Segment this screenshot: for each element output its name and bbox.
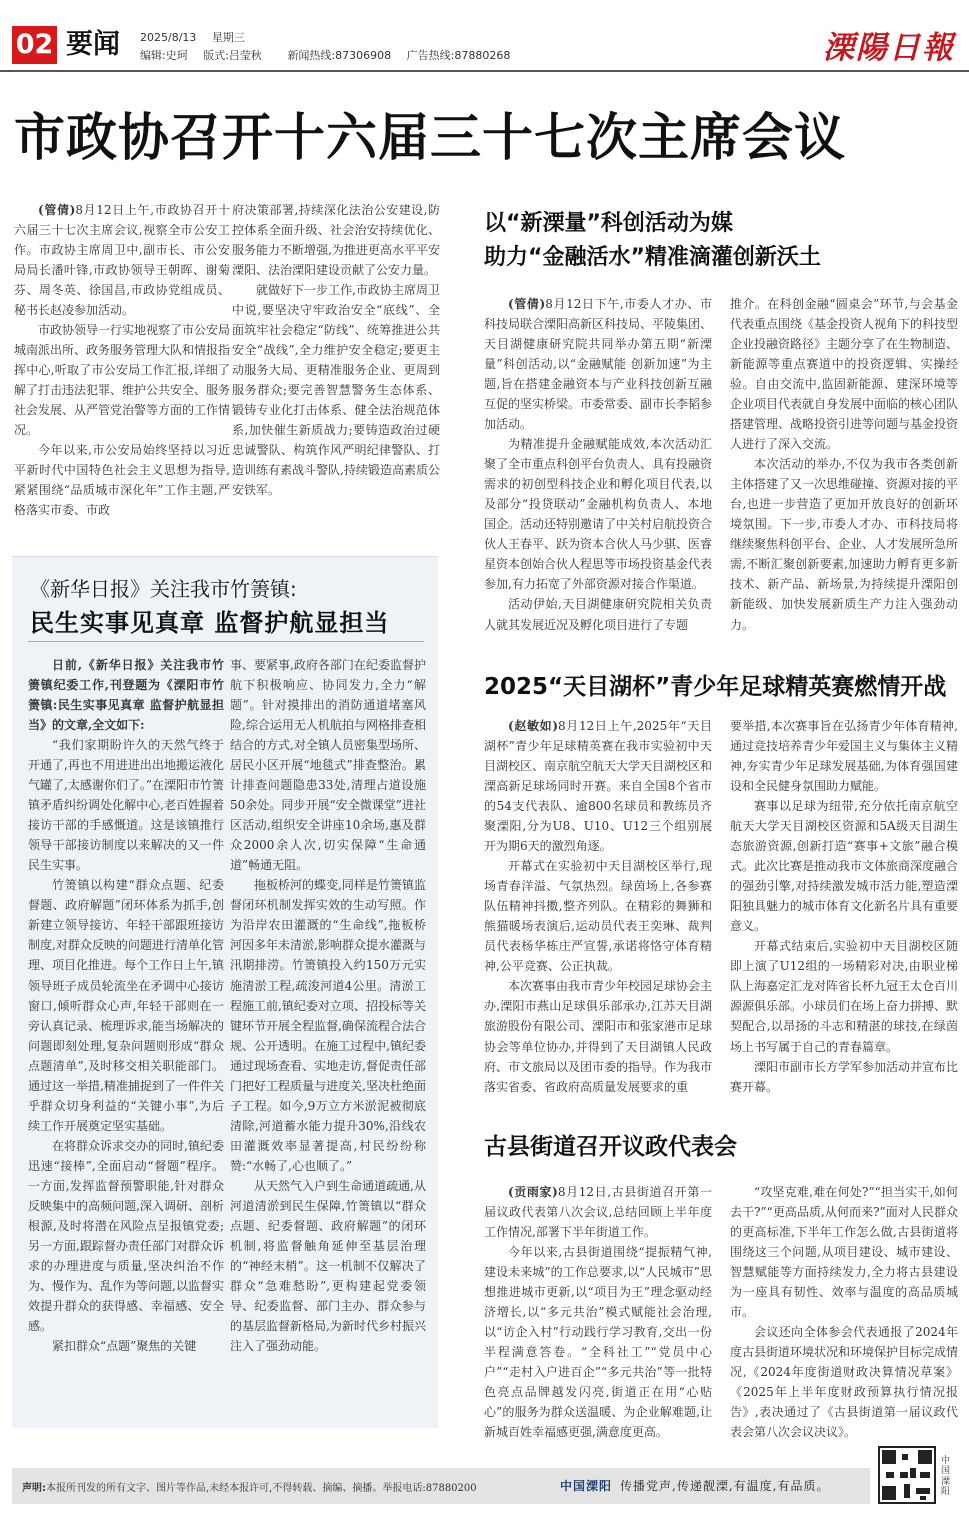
issue-weekday: 星期三: [211, 31, 245, 44]
gu-col-2: [730, 1182, 959, 1440]
feature-divider: [28, 641, 424, 642]
innovation-col-2: [730, 294, 959, 632]
editor: 编辑:史珂: [140, 49, 188, 62]
gu-headline: 古县街道召开议政代表会: [484, 1134, 737, 1160]
slogan-brand: 中国溧阳: [560, 1479, 613, 1493]
lead-headline: 市政协召开十六届三十七次主席会议: [14, 109, 847, 168]
slogan-text: 传播党声,传递靓溧,有温度,有品质。: [620, 1479, 830, 1493]
layout-editor: 版式:吕莹秋: [203, 49, 262, 62]
gu-paragraph: 今年以来,古县街道围绕“提振精气神,建设未来城”的工作总要求,以“人民城市”思想推进城市更新,以“项目为王”理念驱动经济增长,以“多元共治”模式赋能社会治理,以“访企入村”行动践行学习教育,交出一份半程满意答卷。“全科社工”“党员中心户”“走村入户进百企”“多元共治”等一批特色亮点品牌越发闪亮,街道正在用“心贴心”的服务为群众送温暖、为企业解难题,让新城百姓幸福感更强,满意度更高。: [484, 1245, 712, 1440]
byline: (管倩): [508, 297, 546, 311]
notice-label: 声明:: [22, 1483, 46, 1494]
issue-date-line: [140, 29, 257, 45]
feature-paragraph: 在将群众诉求交办的同时,镇纪委迅速“接棒”,全面启动“督题”程序。一方面,发挥监督预警职能,针对群众反映集中的高频问题,深入调研、剖析根源,及时将潜在风险点呈报镇党委;另一方面,跟踪督办责任部门对群众诉求的办理进度与质量,坚决纠治不作为、慢作为、乱作为等问题,以监督实效提升群众的获得感、幸福感、安全感。: [28, 1138, 224, 1334]
feature-paragraph: 从天然气入户到生命通道疏通,从河道清淤到民生保障,竹箦镇以“群众点题、纪委督题、政府解题”的闭环机制,将监督触角延伸至基层治理的“神经末梢”。这一机制不仅解决了群众“急难愁盼”,更构建起党委领导、纪委监督、部门主办、群众参与的基层监督新格局,为新时代乡村振兴注入了强劲动能。: [230, 1178, 426, 1354]
lead-paragraph: 府决策部署,持续深化法治公安建设,防控体系全面升级、社会治安持续优化、服务能力不断增强,为推进更高水平平安溧阳、法治溧阳建设贡献了公安力量。: [232, 203, 440, 278]
notice-text: 本报所刊发的所有文字、图片等作品,未经本报许可,不得转载、摘编、摘播。举报电话:87880200: [46, 1483, 477, 1494]
football-col-2: [730, 716, 959, 1094]
feature-paragraph: “我们家期盼许久的天然气终于开通了,再也不用进进出出地搬运液化气罐了,太感谢你们了。”在溧阳市竹箦镇矛盾纠纷调处化解中心,老百姓握着接访干部的手感慨道。这是该镇推行领导干部接访制度以来解决的又一件民生实事。: [28, 738, 224, 873]
football-paragraph: 赛事以足球为纽带,充分依托南京航空航天大学天目湖校区资源和5A级天目湖生态旅游资源,创新打造“赛事+文旅”融合模式。此次比赛是推动我市文体旅商深度融合的强劲引擎,对持续激发城市活力能,塑造溧阳独具魅力的城市体育文化新名片具有重要意义。: [730, 799, 959, 934]
football-paragraph: (赵敏如)8月12日上午,2025年“天目湖杯”青少年足球精英赛在我市实验初中天目湖校区、南京航空航天大学天目湖校区和溧高新足球场同时开赛。来自全国8个省市的54支代表队、逾800名球员和教练员齐聚溧阳,分为U8、U10、U12三个组别展开为期6天的激烈角逐。: [484, 719, 713, 854]
ad-hotline: 广告热线:87880268: [406, 49, 511, 62]
feature-paragraph: 拖板桥河的蝶变,同样是竹箦镇监督闭环机制发挥实效的生动写照。作为沿岸农田灌溉的“生命线”,拖板桥河因多年未清淤,影响群众提水灌溉与汛期排涝。竹箦镇投入约150万元实施清淤工程,疏浚河道4公里。清淤工程施工前,镇纪委对立项、招投标等关键环节开展全程监督,确保流程合法合规、公开透明。在施工过程中,镇纪委通过现场查看、实地走访,督促责任部门把好工程质量与进度关,坚决杜绝面子工程。如今,9万立方米淤泥被彻底清除,河道蓄水能力提升30%,沿线农田灌溉效率显著提高,村民纷纷称赞:“水畅了,心也顺了。”: [230, 878, 426, 1173]
lead-article-col-1: [14, 200, 230, 540]
innovation-headline-2: 助力“金融活水”精准滴灌创新沃土: [484, 245, 821, 270]
copyright-notice: [22, 1479, 477, 1494]
feature-paragraph: 紧扣群众“点题”聚焦的关键: [52, 1339, 197, 1354]
innovation-paragraph: 推介。在科创金融“圆桌会”环节,与会基金代表重点围绕《基金投资人视角下的科技型企业投融资路径》主题分享了在生物制造、新能源等重点赛道中的投资逻辑、实操经验。自由交流中,监固新能源、建深环境等企业项目代表就自身发展中面临的核心团队搭建管理、战略投资引进等问题与基金投资人进行了深入交流。: [730, 297, 959, 452]
innovation-col-1: [484, 294, 713, 632]
feature-headline: 民生实事见真章 监督护航显担当: [30, 609, 390, 637]
footer-slogan: [560, 1477, 829, 1494]
header-divider: [0, 70, 969, 72]
feature-pretitle: 《新华日报》关注我市竹箦镇:: [30, 577, 297, 601]
qr-label: 中国溧阳: [941, 1456, 951, 1498]
editor-line: [140, 47, 522, 63]
gu-paragraph: 会议还向全体参会代表通报了2024年度古县街道环境状况和环境保护目标完成情况,《2024年度街道财政决算情况草案》《2025年上半年度财政预算执行情况报告》,表决通过了《古县街道第一届议政代表会第八次会议决议》。: [730, 1325, 959, 1440]
section-name: 要闻: [66, 29, 120, 60]
gu-col-1: [484, 1182, 712, 1440]
football-col-1: [484, 716, 713, 1094]
lead-article-col-2: [232, 200, 440, 540]
news-hotline: 新闻热线:87306908: [287, 49, 392, 62]
feature-paragraph: 事、要紧事,政府各部门在纪委监督护航下积极响应、协同发力,全力“解题”。针对摸排出的消防通道堵塞风险,综合运用无人机航拍与网格排查相结合的方式,对全镇人员密集型场所、居民小区开展“地毯式”排查整治。累计排查问题隐患33处,清理占道设施50余处。同步开展“安全微课堂”进社区活动,组织安全讲座10余场,惠及群众2000余人次,切实保障“生命通道”畅通无阻。: [230, 658, 426, 873]
qr-code-icon[interactable]: [878, 1446, 936, 1504]
innovation-paragraph: 活动伊始,天目湖健康研究院相关负责人就其发展近况及孵化项目进行了专题: [484, 597, 712, 632]
football-paragraph: 开幕式在实验初中天目湖校区举行,现场青春洋溢、气氛热烈。绿茵场上,各参赛队伍精神抖擞,整齐列队。在精彩的舞狮和熊猫暖场表演后,运动员代表王奕琳、裁判员代表杨华栋庄严宣誓,承诺将恪守体育精神,公平竞赛、公正执裁。: [484, 859, 712, 974]
lead-paragraph: 今年以来,市公安局始终坚持以习近平新时代中国特色社会主义思想为指导,紧紧围绕“品质城市深化年”工作主题,严格落实市委、市政: [14, 443, 230, 518]
issue-date: 2025/8/13: [140, 31, 197, 44]
innovation-paragraph: (管倩)8月12日下午,市委人才办、市科技局联合溧阳高新区科技局、平陵集团、天目湖健康研究院共同举办第五期“新溧量”科创活动,以“金融赋能 创新加速”为主题,旨在搭建金融资本与产业科技创新互融互促的坚实桥梁。市委常委、副市长李韬参加活动。: [484, 297, 713, 432]
feature-intro: 日前,《新华日报》关注我市竹箦镇纪委工作,刊登题为《溧阳市竹箦镇:民生实事见真章 监督护航显担当》的文章,全文如下:: [28, 658, 224, 733]
gu-paragraph: “攻坚克难,难在何处?”“担当实干,如何去干?”“更高品质,从何而来?”面对人民群众的更高标准,下半年工作怎么做,古县街道将围绕这三个问题,从项目建设、城市建设、智慧赋能等方面持续发力,全力将古县建设为一座具有韧性、效率与温度的高品质城市。: [730, 1185, 958, 1320]
masthead-logo: 溧陽日報: [823, 30, 955, 66]
innovation-headline-1: 以“新溧量”科创活动为媒: [484, 211, 733, 236]
gu-paragraph: (贡雨家)8月12日,古县街道召开第一届议政代表第八次会议,总结回顾上半年度工作情况,部署下半年街道工作。: [484, 1185, 712, 1240]
byline: (赵敏如): [508, 719, 558, 733]
football-headline: 2025“天目湖杯”青少年足球精英赛燃情开战: [484, 674, 947, 700]
lead-paragraph: (管倩)8月12日上午,市政协召开十六届三十七次主席会议,视察全市公安工作。市政协主席周卫中,副市长、市公安局局长潘叶锋,市政协领导王朝晖、谢菊芬、周冬英、徐国昌,市政协党组成员、秘书长赵凌参加活动。: [14, 203, 230, 318]
football-paragraph: 要举措,本次赛事旨在弘扬青少年体育精神,通过竞技培养青少年爱国主义与集体主义精神,夯实青少年足球发展基础,为体育强国建设和全民健身氛围助力赋能。: [730, 719, 959, 794]
feature-paragraph: 竹箦镇以构建“群众点题、纪委督题、政府解题”闭环体系为抓手,创新建立领导接访、年轻干部跟班接访制度,对群众反映的问题进行清单化管理、项目化推进。每个工作日上午,镇领导班子成员轮流坐在矛调中心接访窗口,倾听群众心声,年轻干部则在一旁认真记录、梳理诉求,能当场解决的问题即刻处理,复杂问题则形成“群众点题清单”,及时移交相关职能部门。通过这一举措,精准捕捉到了一件件关乎群众切身利益的“关键小事”,为后续工作开展奠定坚实基础。: [28, 878, 224, 1133]
lead-paragraph: 就做好下一步工作,市政协主席周卫中说,要坚决守牢政治安全“底线”、全面筑牢社会稳定“防线”、统筹推进公共安全“战线”,全力维护安全稳定;要更主动服务大局、更精准服务企业、更周到服务群众;要完善智慧警务生态体系、锻铸专业化打击体系、健全法治规范体系,加快催生新质战力;要铸造政治过硬忠诚警队、构筑作风严明纪律警队、打造训练有素战斗警队,持续锻造高素质公安铁军。: [232, 283, 440, 498]
football-paragraph: 开幕式结束后,实验初中天目湖校区随即上演了U12组的一场精彩对决,由职业梯队上海嘉定汇龙对阵省长杯九冠王太仓百川源源俱乐部。小球员们在场上奋力拼搏、默契配合,以昂扬的斗志和精湛的球技,在绿茵场上书写属于自己的青春篇章。: [730, 939, 959, 1054]
boxed-feature: [12, 556, 438, 1428]
football-paragraph: 溧阳市副市长方学军参加活动并宣布比赛开幕。: [730, 1059, 959, 1094]
byline: (管倩): [38, 203, 76, 217]
page-header: [0, 0, 969, 75]
feature-col-1: [28, 655, 224, 1421]
feature-col-2: [230, 655, 426, 1421]
byline: (贡雨家): [508, 1185, 558, 1199]
page-footer: [0, 1444, 969, 1520]
innovation-paragraph: 为精准提升金融赋能成效,本次活动汇聚了全市重点科创平台负责人、具有投融资需求的初创型科技企业和孵化项目代表,以及部分“投贷联动”金融机构负责人、本地国企。活动还特别邀请了中关村启航投资合伙人王春平、跃为资本合伙人马少骐、医睿星资本创始合伙人程思等市场投资基金代表参加,有力拓宽了外部资源对接合作渠道。: [484, 437, 713, 592]
page-number: 02: [12, 26, 57, 64]
innovation-paragraph: 本次活动的举办,不仅为我市各类创新主体搭建了又一次思维碰撞、资源对接的平台,也进一步营造了更加开放良好的创新环境氛围。下一步,市委人才办、市科技局将继续聚焦科创平台、企业、人才发展所急所需,不断汇聚创新要素,加速助力孵育更多新技术、新产品、新场景,为持续提升溧阳创新能级、加快发展新质生产力注入强劲动力。: [730, 457, 959, 632]
lead-paragraph: 市政协领导一行实地视察了市公安局城南派出所、政务服务管理大队和情报指挥中心,听取了市公安局工作汇报,详细了解了打击违法犯罪、维护公共安全、服务社会发展、从严管党治警等方面的工作情况。: [14, 323, 231, 438]
football-paragraph: 本次赛事由我市青少年校园足球协会主办,溧阳市燕山足球俱乐部承办,江苏天目湖旅游股份有限公司、溧阳市和张家港市足球协会等单位协办,并得到了天目湖镇人民政府、市文旅局以及团市委的指导。作为我市落实省委、省政府高质量发展要求的重: [484, 979, 713, 1094]
